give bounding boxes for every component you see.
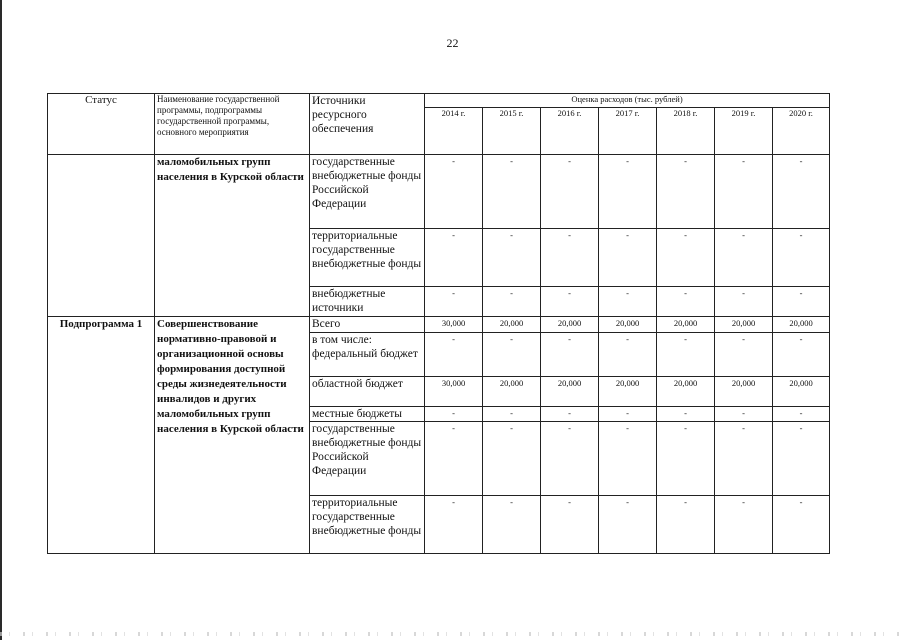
value-cell: - bbox=[657, 229, 715, 287]
status-cell: Подпрограмма 1 bbox=[48, 317, 155, 554]
value-cell: - bbox=[657, 496, 715, 554]
scan-bottom-noise bbox=[0, 632, 905, 636]
header-year: 2019 г. bbox=[715, 108, 773, 155]
funding-source-cell: государственные внебюджетные фонды Российской Федерации bbox=[310, 422, 425, 496]
value-cell: 20,000 bbox=[773, 317, 830, 333]
funding-source-cell: территориальные государственные внебюджетные фонды bbox=[310, 229, 425, 287]
funding-source-cell: в том числе: федеральный бюджет bbox=[310, 333, 425, 377]
value-cell: 30,000 bbox=[425, 377, 483, 407]
value-cell: - bbox=[483, 422, 541, 496]
header-year: 2020 г. bbox=[773, 108, 830, 155]
value-cell: - bbox=[657, 155, 715, 229]
funding-source-cell: Всего bbox=[310, 317, 425, 333]
value-cell: - bbox=[599, 496, 657, 554]
value-cell: - bbox=[715, 287, 773, 317]
value-cell: - bbox=[425, 229, 483, 287]
value-cell: - bbox=[541, 333, 599, 377]
value-cell: - bbox=[425, 407, 483, 422]
value-cell: - bbox=[657, 422, 715, 496]
value-cell: - bbox=[773, 407, 830, 422]
value-cell: - bbox=[483, 496, 541, 554]
value-cell: - bbox=[425, 155, 483, 229]
budget-table bbox=[47, 93, 830, 554]
value-cell: - bbox=[599, 333, 657, 377]
value-cell: - bbox=[483, 155, 541, 229]
value-cell: - bbox=[541, 229, 599, 287]
header-year: 2017 г. bbox=[599, 108, 657, 155]
value-cell: - bbox=[541, 155, 599, 229]
value-cell: - bbox=[773, 496, 830, 554]
value-cell: - bbox=[541, 287, 599, 317]
header-status: Статус bbox=[48, 94, 155, 155]
value-cell: - bbox=[657, 287, 715, 317]
header-year: 2014 г. bbox=[425, 108, 483, 155]
value-cell: - bbox=[773, 155, 830, 229]
header-year: 2018 г. bbox=[657, 108, 715, 155]
value-cell: 20,000 bbox=[715, 317, 773, 333]
value-cell: - bbox=[483, 407, 541, 422]
value-cell: 20,000 bbox=[599, 317, 657, 333]
value-cell: - bbox=[541, 496, 599, 554]
value-cell: - bbox=[599, 155, 657, 229]
value-cell: - bbox=[715, 496, 773, 554]
table-row bbox=[48, 317, 830, 333]
value-cell: 20,000 bbox=[599, 377, 657, 407]
value-cell: - bbox=[657, 333, 715, 377]
funding-source-cell: местные бюджеты bbox=[310, 407, 425, 422]
value-cell: - bbox=[773, 229, 830, 287]
value-cell: - bbox=[715, 422, 773, 496]
value-cell: - bbox=[657, 407, 715, 422]
value-cell: 30,000 bbox=[425, 317, 483, 333]
value-cell: 20,000 bbox=[541, 317, 599, 333]
value-cell: - bbox=[773, 287, 830, 317]
page-number: 22 bbox=[446, 36, 459, 50]
table-body bbox=[48, 155, 830, 554]
value-cell: 20,000 bbox=[657, 317, 715, 333]
value-cell: - bbox=[425, 422, 483, 496]
value-cell: - bbox=[599, 422, 657, 496]
value-cell: - bbox=[715, 407, 773, 422]
value-cell: - bbox=[425, 496, 483, 554]
value-cell: - bbox=[715, 229, 773, 287]
value-cell: - bbox=[541, 422, 599, 496]
header-year: 2015 г. bbox=[483, 108, 541, 155]
value-cell: - bbox=[483, 333, 541, 377]
value-cell: 20,000 bbox=[483, 317, 541, 333]
value-cell: - bbox=[599, 287, 657, 317]
header-sources: Источники ресурсного обеспечения bbox=[310, 94, 425, 155]
value-cell: - bbox=[483, 287, 541, 317]
funding-source-cell: областной бюджет bbox=[310, 377, 425, 407]
value-cell: - bbox=[773, 333, 830, 377]
value-cell: - bbox=[599, 407, 657, 422]
value-cell: 20,000 bbox=[773, 377, 830, 407]
header-estimate: Оценка расходов (тыс. рублей) bbox=[425, 94, 830, 108]
table-row bbox=[48, 155, 830, 229]
funding-source-cell: государственные внебюджетные фонды Российской Федерации bbox=[310, 155, 425, 229]
value-cell: - bbox=[599, 229, 657, 287]
value-cell: - bbox=[715, 155, 773, 229]
header-name: Наименование государственной программы, подпрограммы государственной программы, основного мероприятия bbox=[155, 94, 310, 155]
value-cell: - bbox=[425, 333, 483, 377]
value-cell: 20,000 bbox=[483, 377, 541, 407]
value-cell: - bbox=[773, 422, 830, 496]
value-cell: 20,000 bbox=[541, 377, 599, 407]
value-cell: - bbox=[541, 407, 599, 422]
program-name-cell: маломобильных групп населения в Курской области bbox=[155, 155, 310, 317]
program-name-cell: Совершенствование нормативно-правовой и организационной основы формирования доступной среды жизнедеятельности инвалидов и других маломобильных групп населения в Курской области bbox=[155, 317, 310, 554]
value-cell: 20,000 bbox=[715, 377, 773, 407]
header-year: 2016 г. bbox=[541, 108, 599, 155]
status-cell bbox=[48, 155, 155, 317]
funding-source-cell: внебюджетные источники bbox=[310, 287, 425, 317]
funding-source-cell: территориальные государственные внебюджетные фонды bbox=[310, 496, 425, 554]
value-cell: - bbox=[425, 287, 483, 317]
scan-left-edge bbox=[0, 0, 2, 640]
value-cell: - bbox=[483, 229, 541, 287]
value-cell: - bbox=[715, 333, 773, 377]
value-cell: 20,000 bbox=[657, 377, 715, 407]
